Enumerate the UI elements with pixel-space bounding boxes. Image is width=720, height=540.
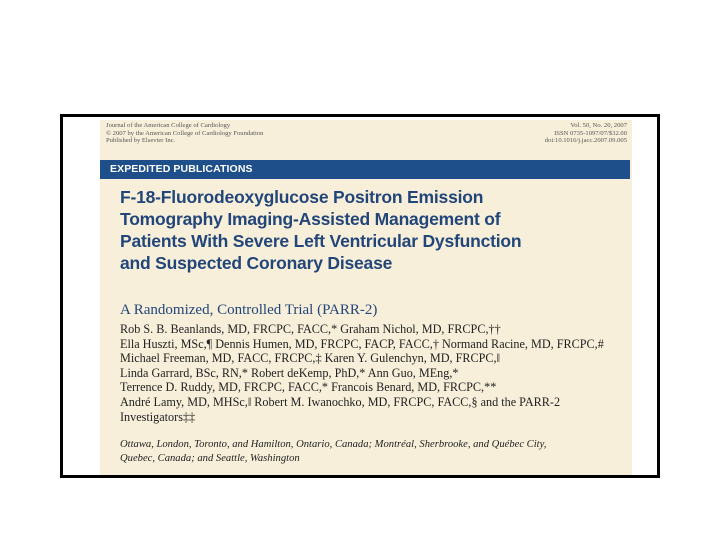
journal-header-line: doi:10.1016/j.jacc.2007.09.005: [544, 137, 627, 145]
article-subtitle: A Randomized, Controlled Trial (PARR-2): [120, 302, 378, 318]
article-title: [120, 186, 625, 274]
journal-header-left: [106, 122, 263, 145]
author-locations: [120, 438, 625, 466]
author-line: Terrence D. Ruddy, MD, FRCPC, FACC,* Francois Benard, MD, FRCPC,**: [120, 380, 497, 395]
section-banner-label: EXPEDITED PUBLICATIONS: [110, 163, 253, 175]
author-line: Rob S. B. Beanlands, MD, FRCPC, FACC,* Graham Nichol, MD, FRCPC,††: [120, 322, 501, 336]
author-list: [120, 322, 625, 424]
location-line: Quebec, Canada; and Seattle, Washington: [120, 453, 300, 464]
article-title-line: F-18-Fluorodeoxyglucose Positron Emission: [120, 187, 484, 207]
journal-header-line: ISSN 0735-1097/07/$32.00: [554, 129, 627, 137]
author-line: Ella Huszti, MSc,¶ Dennis Humen, MD, FRCPC, FACP, FACC,† Normand Racine, MD, FRCPC,#: [120, 336, 604, 351]
document-image-frame: [60, 114, 660, 478]
journal-header-line: Vol. 50, No. 20, 2007: [570, 122, 627, 129]
article-title-line: Patients With Severe Left Ventricular Dysfunction: [120, 231, 522, 251]
journal-header-line: Published by Elsevier Inc.: [106, 137, 176, 145]
author-line: Investigators‡‡: [120, 409, 196, 424]
article-title-line: Tomography Imaging-Assisted Management of: [120, 209, 501, 229]
location-line: Ottawa, London, Toronto, and Hamilton, Ontario, Canada; Montréal, Sherbrooke, and Québec City,: [120, 439, 547, 450]
journal-article-page: [100, 120, 632, 475]
journal-header-line: Journal of the American College of Cardiology: [106, 122, 231, 129]
section-banner: [100, 160, 630, 179]
author-line: Michael Freeman, MD, FACC, FRCPC,‡ Karen Y. Gulenchyn, MD, FRCPC,‖: [120, 351, 500, 366]
journal-header-right: [545, 122, 627, 145]
article-title-line: and Suspected Coronary Disease: [120, 253, 393, 273]
journal-header-line: © 2007 by the American College of Cardiology Foundation: [106, 129, 264, 137]
author-line: André Lamy, MD, MHSc,‖ Robert M. Iwanochko, MD, FRCPC, FACC,§ and the PARR-2: [120, 394, 561, 409]
author-line: Linda Garrard, BSc, RN,* Robert deKemp, PhD,* Ann Guo, MEng,*: [120, 365, 459, 380]
